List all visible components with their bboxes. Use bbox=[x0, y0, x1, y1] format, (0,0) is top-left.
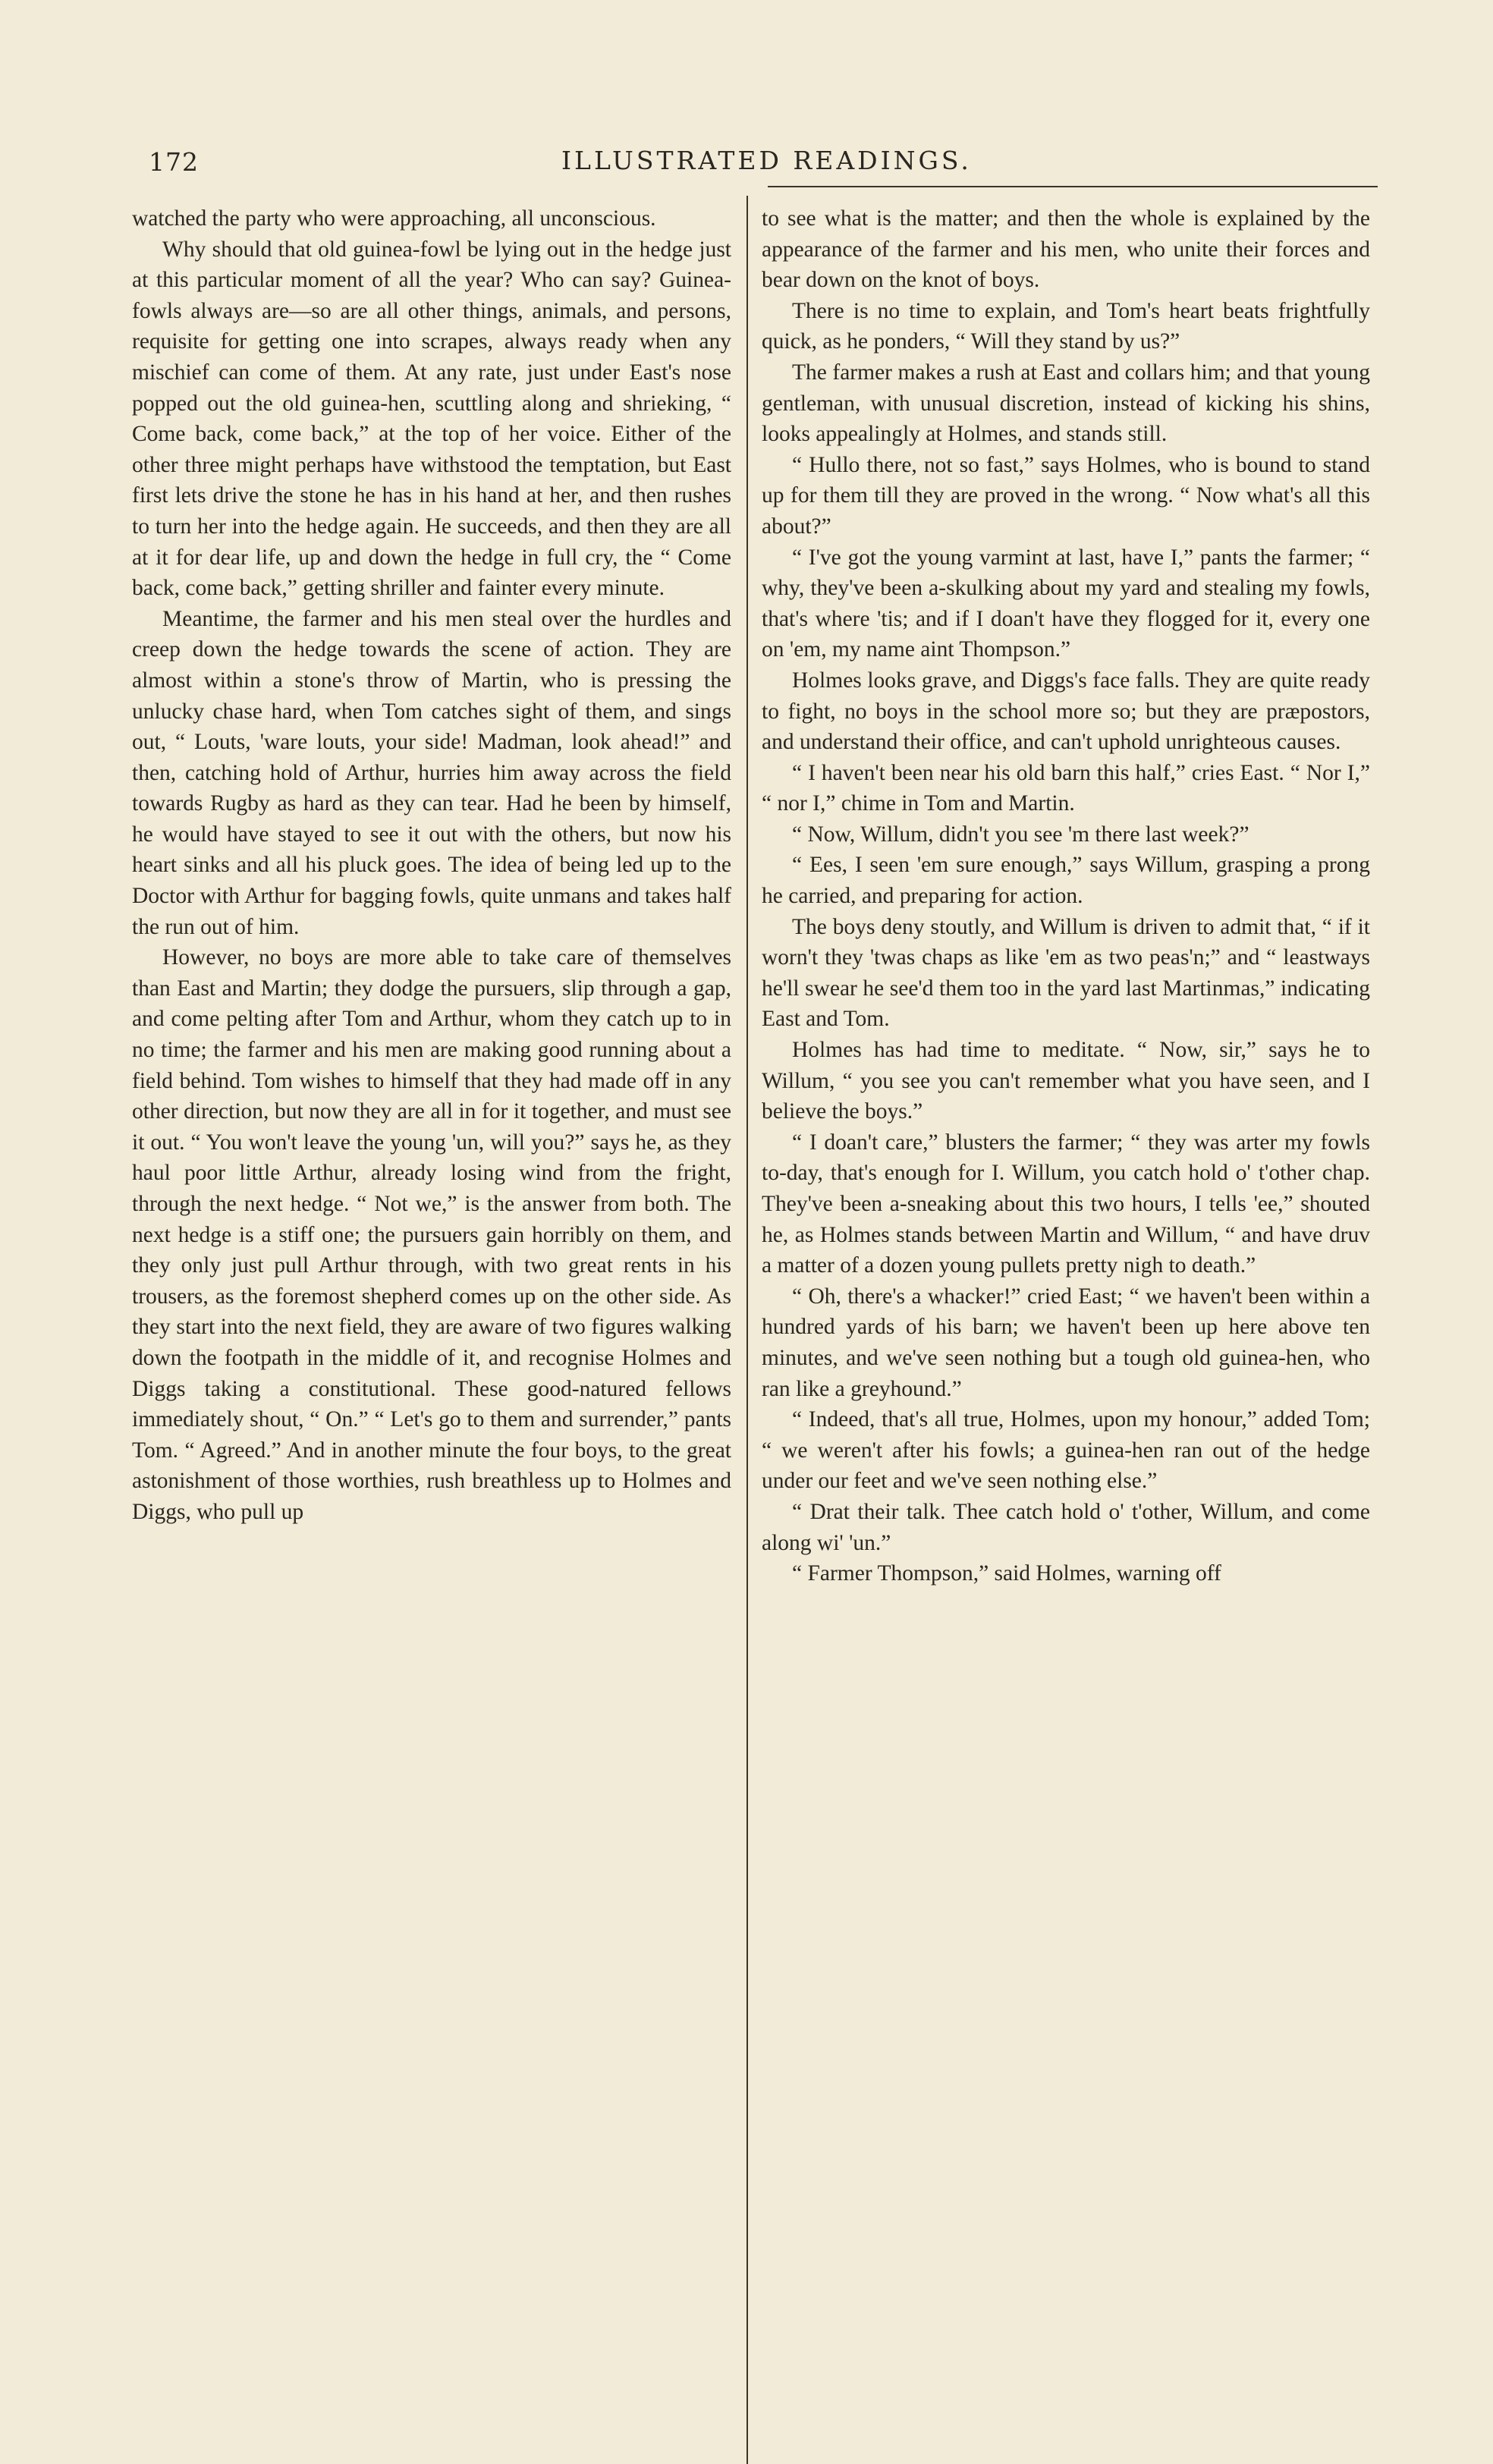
paragraph: There is no time to explain, and Tom's heart beats frightfully quick, as he ponders, “ Will they stand by us?” bbox=[762, 298, 1370, 354]
paragraph: Meantime, the farmer and his men steal over the hurdles and creep down the hedge towards the scene of action. They are almost within a stone's throw of Martin, who is pressing the unlucky chase hard, when Tom catches sight of them, and sings out, “ Louts, 'ware louts, your side! Madman, look ahead!” and then, catching hold of Arthur, hurries him away across the field towards Rugby as hard as they can tear. Had he been by himself, he would have stayed to see it out with the others, but now his heart sinks and all his pluck goes. The idea of being led up to the Doctor with Arthur for bagging fowls, quite unmans and takes half the run out of him. bbox=[132, 606, 731, 939]
paragraph: “ Ees, I seen 'em sure enough,” says Willum, grasping a prong he carried, and preparing for action. bbox=[762, 853, 1370, 909]
paragraph: Holmes looks grave, and Diggs's face falls. They are quite ready to fight, no boys in the school more so; but they are præpostors, and understand their office, and can't uphold unrighteous causes. bbox=[762, 668, 1370, 755]
paragraph: “ Indeed, that's all true, Holmes, upon my honour,” added Tom; “ we weren't after his fowls; a guinea-hen ran out of the hedge under our feet and we've seen nothing else.” bbox=[762, 1407, 1370, 1494]
left-column bbox=[132, 203, 731, 1528]
paragraph: However, no boys are more able to take care of themselves than East and Martin; they dodge the pursuers, slip through a gap, and come pelting after Tom and Arthur, whom they catch up to in no time; the farmer and his men are making good running about a field behind. Tom wishes to himself that they had made off in any other direction, but now they are all in for it together, and must see it out. “ You won't leave the young 'un, will you?” says he, as they haul poor little Arthur, already losing wind from the fright, through the next hedge. “ Not we,” is the answer from both. The next hedge is a stiff one; the pursuers gain horribly on them, and they only just pull Arthur through, with two great rents in his trousers, as the foremost shepherd comes up on the other side. As they start into the next field, they are aware of two figures walking down the footpath in the middle of it, and recognise Holmes and Diggs taking a constitutional. These good-natured fellows immediately shout, “ On.” “ Let's go to them and surrender,” pants Tom. “ Agreed.” And in another minute the four boys, to the great astonishment of those worthies, rush breathless up to Holmes and Diggs, who pull up bbox=[132, 945, 731, 1524]
paragraph: “ Now, Willum, didn't you see 'm there last week?” bbox=[792, 822, 1249, 847]
paragraph: “ I haven't been near his old barn this half,” cries East. “ Nor I,” “ nor I,” chime in Tom and Martin. bbox=[762, 760, 1370, 816]
column-divider bbox=[746, 196, 748, 2464]
paragraph: The boys deny stoutly, and Willum is driven to admit that, “ if it worn't they 'twas chaps as like 'em as two peas'n;” and “ leastways he'll swear he see'd them too in the yard last Martinmas,” indicating East and Tom. bbox=[762, 914, 1370, 1032]
paragraph: “ Farmer Thompson,” said Holmes, warning off bbox=[792, 1561, 1221, 1586]
paragraph: The farmer makes a rush at East and collars him; and that young gentleman, with unusual discretion, instead of kicking his shins, looks appealingly at Holmes, and stands still. bbox=[762, 360, 1370, 447]
paragraph: to see what is the matter; and then the whole is explained by the appearance of the farmer and his men, who unite their forces and bear down on the knot of boys. bbox=[762, 206, 1370, 293]
paragraph: Holmes has had time to meditate. “ Now, sir,” says he to Willum, “ you see you can't remember what you have seen, and I believe the boys.” bbox=[762, 1038, 1370, 1124]
paragraph: “ I've got the young varmint at last, have I,” pants the farmer; “ why, they've been a-skulking about my yard and stealing my fowls, that's where 'tis; and if I doan't have they flogged for it, every one on 'em, my name aint Thompson.” bbox=[762, 545, 1370, 662]
paragraph: “ I doan't care,” blusters the farmer; “ they was arter my fowls to-day, that's enough for I. Willum, you catch hold o' t'other chap. They've been a-sneaking about this two hours, I tells 'ee,” shouted he, as Holmes stands between Martin and Willum, “ and have druv a matter of a dozen young pullets pretty nigh to death.” bbox=[762, 1130, 1370, 1278]
paragraph: “ Hullo there, not so fast,” says Holmes, who is bound to stand up for them till they are proved in the wrong. “ Now what's all this about?” bbox=[762, 452, 1370, 539]
page-number: 172 bbox=[149, 147, 199, 177]
paragraph: watched the party who were approaching, all unconscious. bbox=[132, 206, 656, 231]
right-column bbox=[762, 203, 1370, 1589]
paragraph: Why should that old guinea-fowl be lying out in the hedge just at this particular moment of all the year? Who can say? Guinea-fowls always are—so are all other things, animals, and persons, requisite for getting one into scrapes, always ready when any mischief can come of them. At any rate, just under East's nose popped out the old guinea-hen, scuttling along and shrieking, “ Come back, come back,” at the top of her voice. Either of the other three might perhaps have withstood the temptation, but East first lets drive the stone he has in his hand at her, and then rushes to turn her into the hedge again. He succeeds, and then they are all at it for dear life, up and down the hedge in full cry, the “ Come back, come back,” getting shriller and fainter every minute. bbox=[132, 237, 731, 601]
paragraph: “ Oh, there's a whacker!” cried East; “ we haven't been within a hundred yards of his barn; we haven't been up here above ten minutes, and we've seen nothing but a tough old guinea-hen, who ran like a greyhound.” bbox=[762, 1284, 1370, 1401]
header-rule bbox=[768, 186, 1378, 187]
paragraph: “ Drat their talk. Thee catch hold o' t'other, Willum, and come along wi' 'un.” bbox=[762, 1499, 1370, 1555]
running-title: ILLUSTRATED READINGS. bbox=[561, 146, 972, 175]
